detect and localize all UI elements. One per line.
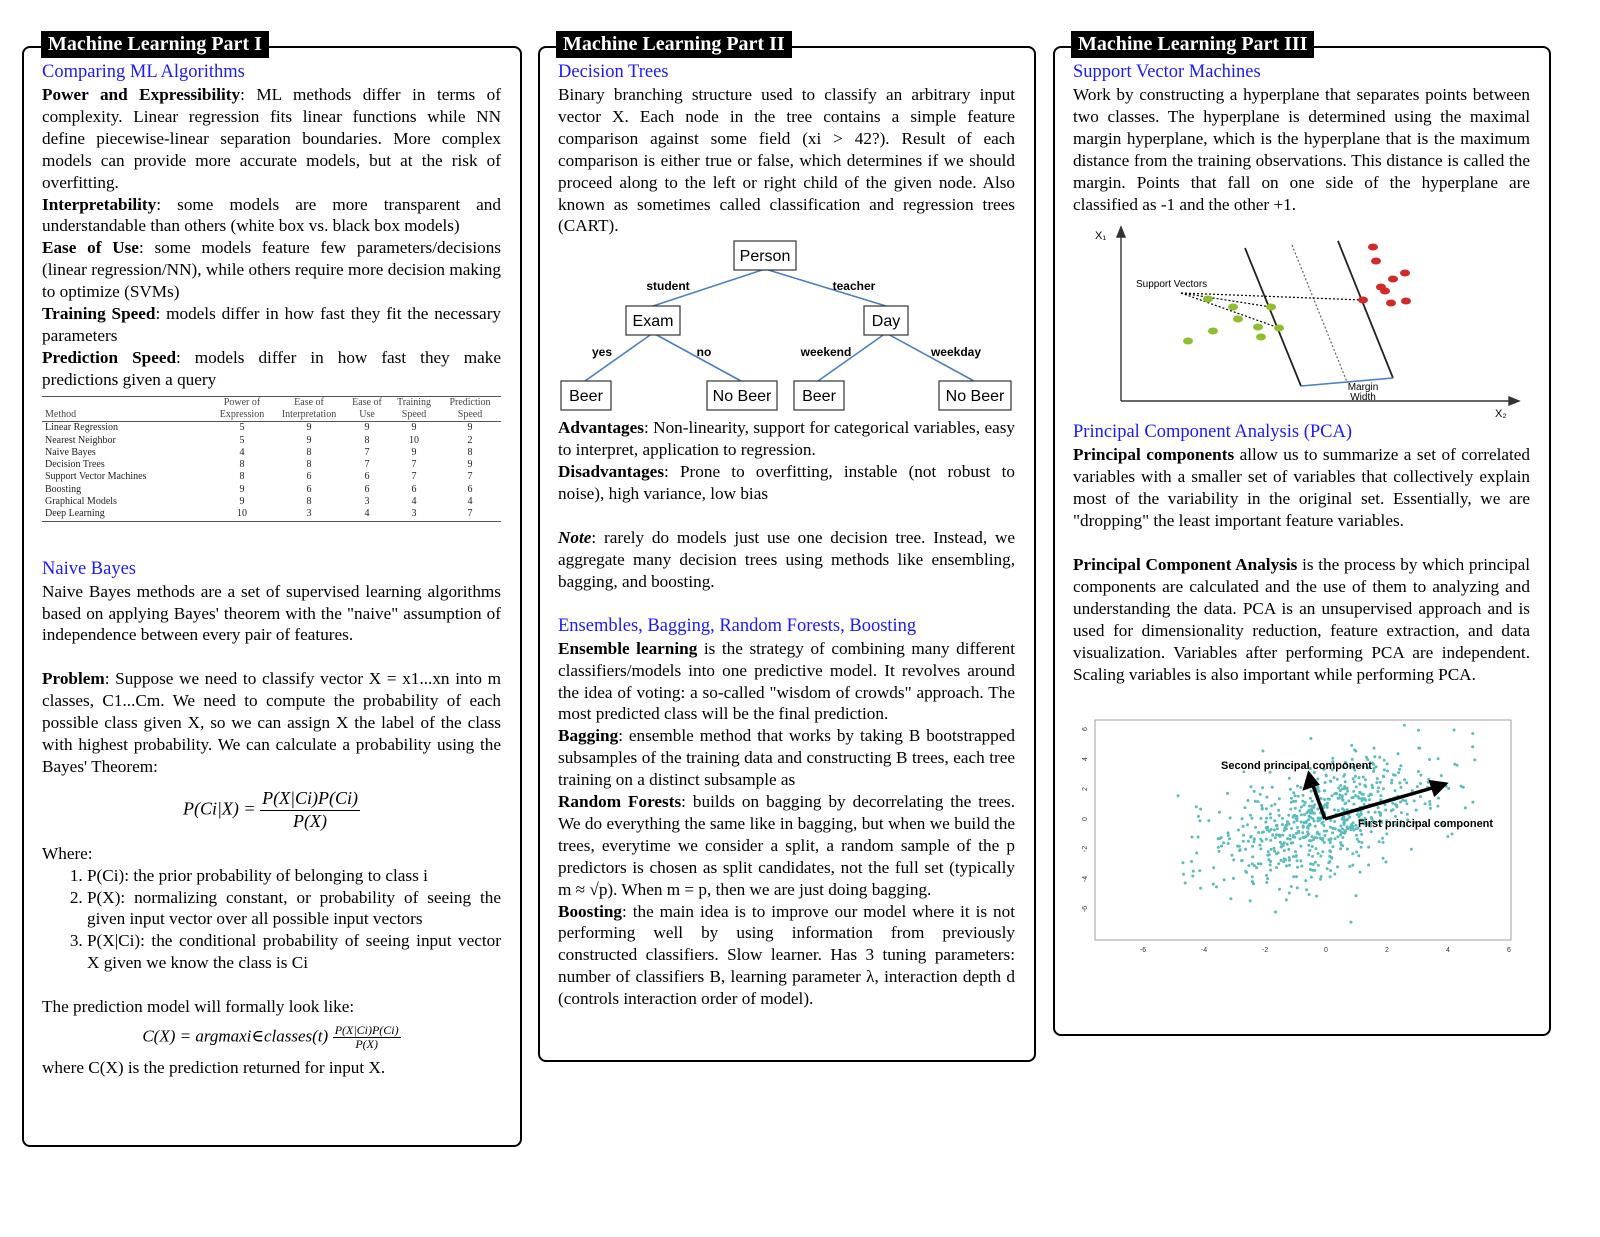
pca-y-tick-label: 4 [1082,756,1089,761]
table-cell: 9 [306,434,312,446]
svm-x1-label: X₁ [1095,230,1107,243]
table-cell: 8 [306,446,312,458]
nb-intro: Naive Bayes methods are a set of supervised learning algorithms based on applying Bayes' theorem with the "naive" assumption of independence between every pair of features. [42,581,501,645]
pca-y-tick-label: 6 [1082,726,1089,731]
svm-class-a-point [1228,304,1238,311]
table-cell: 7 [467,508,473,520]
tree-edge-student: student [646,279,690,294]
table-cell: 6 [306,483,312,495]
pca-x-tick-label: 4 [1446,946,1450,954]
panel-2-content [558,61,1015,1010]
prediction-paragraph: Prediction Speed: models differ in how fast they make predictions given a query [42,347,501,389]
table-cell: 7 [467,471,473,483]
table-cell: Nearest Neighbor [45,434,116,446]
svm-paragraph: Work by constructing a hyperplane that separates points between two classes. The hyperplane is determined using the maximal margin hyperplane, which is the hyperplane that is the maximum distance from the training observations. This distance is called the margin. Points that fall on one side of the hyperplane are classified as -1 and the other +1. [1073,85,1530,214]
pca-second-pc-label: Second principal component [1221,759,1372,772]
table-cell: 4 [239,446,245,458]
table-header: Ease of Use [352,396,382,420]
disadvantages-paragraph: Disadvantages: Prone to overfitting, instable (not robust to noise), high variance, low bias [558,462,1015,504]
table-cell: 8 [467,446,473,458]
table-cell: 8 [239,459,245,471]
table-cell: 7 [411,459,417,471]
list-item: 2. P(X): normalizing constant, or probability of seeing the given input vector over all possible input vectors [87,887,501,931]
advantages-paragraph: Advantages: Non-linearity, support for categorical variables, easy to interpret, application to regression. [558,418,1015,460]
table-cell: 7 [411,471,417,483]
where-label: Where: [42,843,93,863]
table-row [42,508,501,521]
power-paragraph: Power and Expressibility: ML methods differ in terms of complexity. Linear regression fits linear functions while NN define piecewise-linear separation boundaries. More complex models can provide more accurate models, but at the risk of overfitting. [42,85,501,192]
table-cell: 4 [411,496,417,508]
svm-x2-label: X₂ [1495,408,1507,421]
table-cell: 3 [364,496,370,508]
table-row [42,484,501,496]
tree-edge-teacher: teacher [832,279,876,294]
decision-tree-paragraph: Binary branching structure used to classify an arbitrary input vector X. Each node in the tree contains a simple feature comparison against some field (xi > 42?). Result of each comparison is either true or false, which determines if we should proceed along to the left or right child of the given node. Also known as sometimes called classification and regression trees (CART). [558,85,1015,236]
table-cell: 9 [467,422,473,434]
table-cell: 6 [364,471,370,483]
table-cell: 7 [364,446,370,458]
tree-edge-weekday: weekday [930,345,982,360]
boosting-paragraph: Boosting: the main idea is to improve our model where it is not performing well by using information from previously constructed classifiers. Slow learner. Has 3 tuning parameters: number of classifiers B, learning parameter λ, interaction depth d (controls interaction order of model). [558,901,1015,1009]
table-cell: 7 [364,459,370,471]
pca-y-tick-label: -4 [1082,875,1089,882]
prediction-where: where C(X) is the prediction returned for input X. [42,1058,386,1078]
pca-scatter-figure [1073,712,1530,962]
svm-class-a-point [1208,328,1218,335]
table-cell: 6 [364,483,370,495]
table-row [42,435,501,447]
pc-paragraph: Principal components allow us to summarize a set of correlated variables with a smaller set of variables that collectively explain most of the variability in the original set. Essentially, we are "dropping" the least important feature variables. [1073,445,1530,531]
problem-paragraph: Problem: Suppose we need to classify vector X = x1...xn into m classes, C1...Cm. We need to compute the probability of each possible class given X, so we can assign X the label of the class with highest probability. We can calculate a probability using the Bayes' Theorem: [42,669,501,776]
table-header: Training Speed [396,396,432,420]
bayes-formula: P(Ci|X) = $\frac{P(X|Ci)P(Ci)}{P(X)}$ [182,787,359,831]
note-paragraph: Note: rarely do models just use one decision tree. Instead, we aggregate many decision trees using methods like ensembling, bagging, and boosting. [558,527,1015,591]
ease-paragraph: Ease of Use: some models feature few parameters/decisions (linear regression/NN), while others require more decision making to optimize (SVMs) [42,238,501,302]
svm-class-b-point [1358,297,1368,304]
table-cell: 9 [467,459,473,471]
tree-root-label: Person [739,248,791,266]
table-cell: Deep Learning [45,508,105,520]
pca-x-tick-label: 2 [1385,946,1389,954]
pca-y-tick-label: -2 [1082,845,1089,852]
table-cell: 2 [467,434,473,446]
prediction-model-intro: The prediction model will formally look like: [42,997,355,1017]
svm-support-vectors-label: Support Vectors [1136,279,1208,291]
tree-leaf-4-label: No Beer [945,388,1005,406]
panel-3-content [1073,61,1530,962]
random-forests-paragraph: Random Forests: builds on bagging by decorrelating the trees. We do everything the same like in bagging, but when we build the trees, everytime we consider a split, a random sample of the p predictors is chosen as split candidates, not the full set (typically m ≈ √p). When m = p, then we are just doing bagging. [558,792,1015,899]
table-cell: Support Vector Machines [45,471,147,483]
table-cell: 9 [411,446,417,458]
svm-class-a-point [1183,338,1193,345]
table-header: Ease of Interpretation [281,396,337,420]
table-row [42,496,501,508]
table-cell: 8 [239,471,245,483]
section-title-ensembles: Ensembles, Bagging, Random Forests, Boosting [558,615,917,636]
table-cell: 10 [237,508,247,520]
pca-x-tick-label: 6 [1507,946,1511,954]
bagging-paragraph: Bagging: ensemble method that works by taking B bootstrapped subsamples of the training data and constructing B trees, each tree training on a distinct subsample as [558,726,1015,790]
table-cell: 8 [306,459,312,471]
svm-class-b-point [1400,270,1410,277]
training-paragraph: Training Speed: models differ in how fast they fit the necessary parameters [42,304,502,345]
tree-leaf-1-label: Beer [569,388,603,406]
svm-class-b-point [1386,300,1396,307]
prediction-formula: C(X) = argmaxi∈classes(t) $\frac{P(X|Ci)P(Ci)}{P(X)}$ [142,1023,399,1052]
section-title-pca: Principal Component Analysis (PCA) [1073,422,1353,443]
pca-first-pc-label: First principal component [1358,817,1494,830]
table-cell: 9 [306,422,312,434]
decision-tree-diagram [558,239,1015,417]
table-cell: 9 [364,422,370,434]
panel-1-content [42,61,501,1079]
table-cell: Decision Trees [45,459,105,471]
tree-left-label: Exam [632,313,674,331]
svm-class-a-point [1233,316,1243,323]
tree-edge-yes: yes [591,345,613,360]
table-cell: 4 [467,496,473,508]
svm-margin-label: Margin [1347,382,1379,394]
ml-comparison-table [42,396,501,522]
svm-class-a-point [1266,304,1276,311]
tree-leaf-2-label: No Beer [712,388,772,406]
tree-right-label: Day [871,313,901,331]
pca-y-tick-label: 0 [1082,816,1089,821]
table-cell: 8 [306,496,312,508]
svm-class-b-point [1371,258,1381,265]
table-header: Prediction Speed [449,396,491,420]
table-cell: 10 [409,434,419,446]
svm-width-label: Width [1350,392,1376,404]
pca-x-tick-label: -2 [1261,946,1269,954]
table-cell: 6 [411,483,417,495]
table-cell: Naive Bayes [45,446,96,458]
panel-2-title: Machine Learning Part II [556,31,792,58]
svm-class-a-point [1203,296,1213,303]
svm-class-a-point [1253,324,1263,331]
svm-figure [1073,223,1530,421]
tree-leaf-3-label: Beer [802,388,836,406]
pca-y-tick-label: -6 [1082,905,1089,912]
table-cell: 3 [411,508,417,520]
ensemble-paragraph: Ensemble learning is the strategy of combining many different classifiers/models into one predictive model. It revolves around the idea of voting: a so-called "wisdom of crowds" approach. The most predicted class will be the final prediction. [558,638,1016,724]
interp-paragraph: Interpretability: some models are more transparent and understandable than others (white box vs. black box models) [42,194,501,236]
table-cell: 9 [411,422,417,434]
table-cell: Boosting [45,483,82,495]
tree-edge-no: no [696,345,712,360]
svm-class-b-point [1401,298,1411,305]
pca-y-tick-label: 2 [1082,786,1089,791]
svm-class-b-point [1388,276,1398,283]
table-row [42,422,501,435]
svm-class-a-point [1274,325,1284,332]
table-cell: 6 [467,483,473,495]
svm-class-b-point [1376,284,1386,291]
table-header: Method [45,408,77,420]
table-cell: 8 [364,434,370,446]
pca-paragraph: Principal Component Analysis is the process by which principal components are calculated and the use of them to analyzing and understanding the data. PCA is an unsupervised approach and is used for dimensionality reduction, feature extraction, and data visualization. Variables after performing PCA are independent. Scaling variables is also important while performing PCA. [1073,555,1530,684]
pca-x-tick-label: 0 [1324,946,1328,954]
tree-edge-weekend: weekend [800,345,852,360]
table-cell: 3 [306,508,312,520]
panel-3-title: Machine Learning Part III [1071,31,1314,58]
table-header: Power of Expression [219,396,265,420]
svm-class-b-point [1368,244,1378,251]
panel-1-title: Machine Learning Part I [41,31,269,58]
table-cell: 9 [239,483,245,495]
table-cell: 4 [364,508,370,520]
pca-x-tick-label: -4 [1200,946,1208,954]
table-row [42,447,501,459]
section-title-decision-trees: Decision Trees [558,62,669,82]
section-title-naive-bayes: Naive Bayes [42,558,137,579]
where-list [42,865,501,975]
list-item: 1. P(Ci): the prior probability of belonging to class i [87,865,501,887]
table-cell: 9 [239,496,245,508]
table-cell: 5 [239,422,245,434]
table-cell: 6 [306,471,312,483]
section-title-svm: Support Vector Machines [1073,62,1261,82]
list-item: 3. P(X|Ci): the conditional probability of seeing input vector X given we know the class is Ci [87,930,501,974]
table-row [42,459,501,471]
table-cell: Linear Regression [45,422,119,434]
table-cell: 5 [239,434,245,446]
section-title-comparing: Comparing ML Algorithms [42,62,245,82]
table-row [42,471,501,483]
table-cell: Graphical Models [45,496,117,508]
pca-x-tick-label: -6 [1139,946,1147,954]
svm-class-a-point [1256,334,1266,341]
